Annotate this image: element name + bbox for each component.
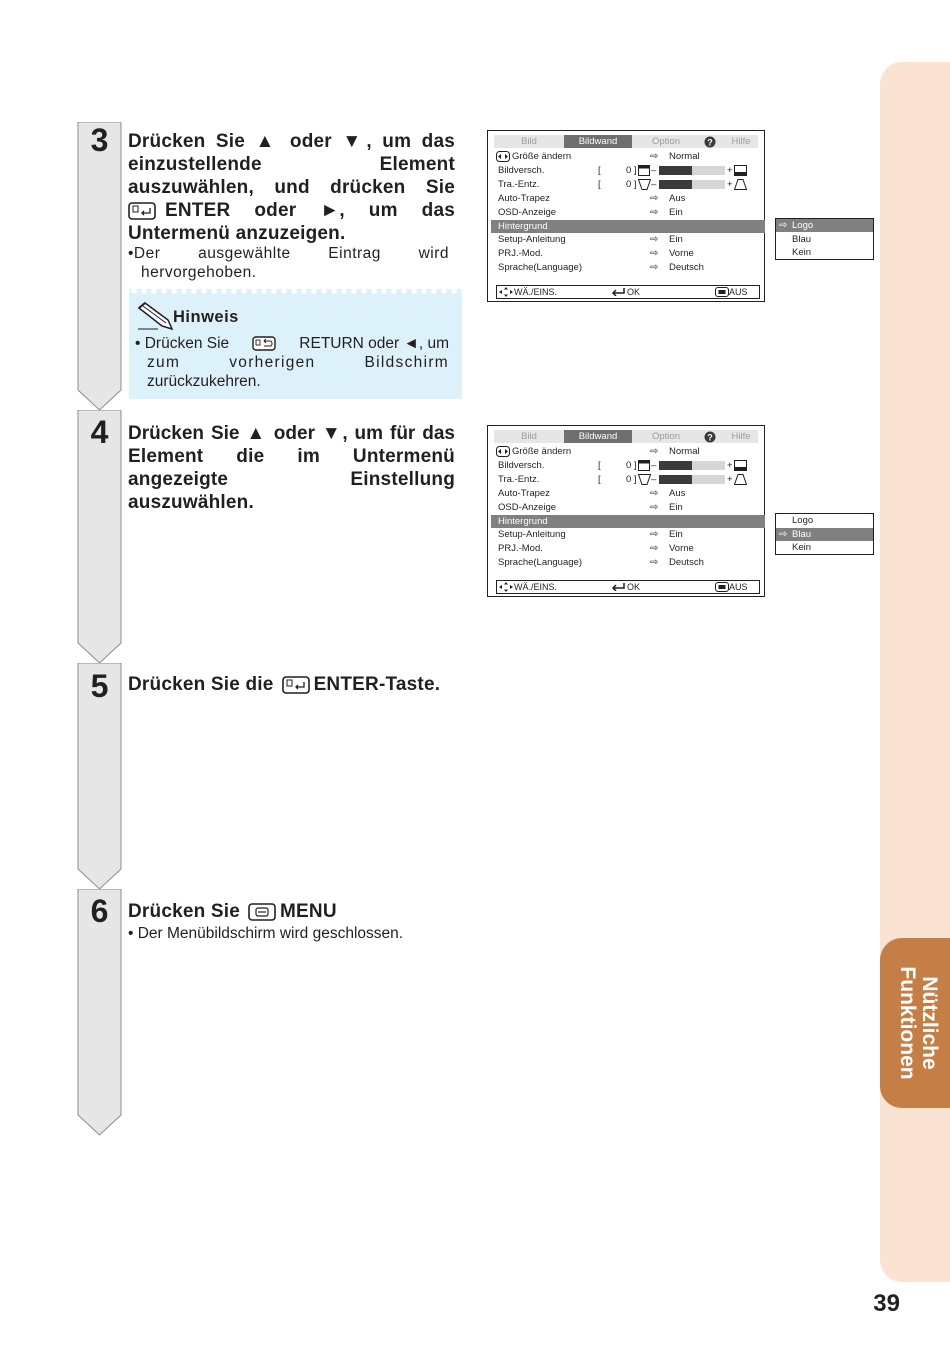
note-line-part: RETURN oder ◄, um [299,335,449,352]
keystone-up-icon [734,179,747,190]
heading-line: auszuwählen, und drücken Sie [128,177,455,198]
osd-plus: + [727,460,733,471]
keystone-up-icon [734,474,747,485]
bullet-line: hervorgehoben. [141,264,257,281]
osd-row-osdanzeige[interactable] [498,501,760,514]
submenu-option-blau[interactable] [776,528,873,541]
arrow-right-icon: ⇨ [650,262,659,273]
osd-minus: – [651,165,657,176]
page-number: 39 [873,1290,900,1317]
osd-bracket: [ [598,179,601,190]
osd-footer [496,580,760,594]
osd-tab-bar [494,430,758,443]
submenu-option-label: Blau [792,233,812,245]
osd-row-autotrapez[interactable] [498,487,760,500]
keystone-down-icon [638,179,651,190]
osd-number: 0 ] [626,474,637,485]
osd-row-label: Hintergrund [498,516,548,527]
resize-icon [496,151,510,162]
osd-row-setup[interactable] [498,528,760,541]
step3-heading [128,130,455,245]
note-text [135,334,449,391]
arrow-right-icon: ⇨ [650,557,659,568]
osd-row-value: Ein [669,529,683,540]
note-title: Hinweis [173,308,239,326]
osd-row-groesse[interactable] [498,150,760,163]
osd-row-groesse[interactable] [498,445,760,458]
four-way-arrow-icon [499,287,513,297]
osd-row-label: Sprache(Language) [498,557,582,568]
osd-row-label: Auto-Trapez [498,488,550,499]
screen-small-icon [638,460,650,471]
arrow-right-icon: ⇨ [650,488,659,499]
osd-number: 0 ] [626,179,637,190]
osd-row-value: Vorne [669,543,694,554]
submenu-option-label: Logo [792,515,814,526]
heading-line: einzustellende Element [128,154,455,175]
submenu-option-blau[interactable] [776,233,873,246]
osd-bracket: [ [598,165,601,176]
osd-tab-hilfe[interactable]: Hilfe [731,136,751,147]
osd-bracket: [ [598,460,601,471]
screen-large-icon [734,460,747,471]
arrow-right-icon: ⇨ [650,248,659,259]
osd-row-prjmod[interactable] [498,247,760,260]
osd-slider[interactable] [659,475,725,484]
menu-button-icon [715,582,729,592]
osd-tab-bar [494,135,758,148]
heading-part: Drücken Sie [128,901,241,922]
osd-row-label: PRJ.-Mod. [498,543,543,554]
arrow-right-icon: ⇨ [650,543,659,554]
osd-row-value: Ein [669,234,683,245]
osd-row-value: Deutsch [669,262,704,273]
osd-submenu-step4 [775,513,874,555]
arrow-right-icon: ⇨ [650,234,659,245]
osd-row-hintergrund[interactable] [491,220,765,233]
note-line: zum vorherigen Bildschirm [147,354,449,371]
osd-row-hintergrund[interactable] [491,515,765,528]
note-line: zurückzukehren. [147,373,261,390]
osd-plus: + [727,165,733,176]
osd-row-value: Vorne [669,248,694,259]
osd-row-bildversch[interactable] [498,164,760,177]
osd-row-label: Tra.-Entz. [498,474,540,485]
step-number: 6 [90,893,109,929]
osd-row-bildversch[interactable] [498,459,760,472]
enter-button-icon [282,676,310,694]
osd-slider-fill [659,166,692,175]
step6-heading [128,900,428,923]
osd-footer-exit: AUS [729,582,748,592]
osd-row-label: PRJ.-Mod. [498,248,543,259]
enter-arrow-icon [611,288,625,296]
osd-row-label: Tra.-Entz. [498,179,540,190]
osd-row-value: Normal [669,151,700,162]
enter-button-icon [128,202,156,220]
osd-plus: + [727,179,733,190]
step4-heading [128,422,455,514]
submenu-option-kein[interactable] [776,541,873,554]
osd-tab-option[interactable]: Option [652,136,680,147]
osd-row-label: OSD-Anzeige [498,502,557,513]
osd-row-value: Ein [669,502,683,513]
step-number: 5 [90,668,109,704]
osd-row-value: Aus [669,488,686,499]
heading-line-text: ENTER oder ►, um das [165,200,455,221]
heading-line: Element die im Untermenü [128,446,455,467]
arrow-right-icon: ⇨ [650,502,659,513]
osd-row-sprache[interactable] [498,261,760,274]
arrow-right-icon: ⇨ [650,446,659,457]
submenu-option-kein[interactable] [776,246,873,259]
arrow-right-icon: ⇨ [650,193,659,204]
heading-part: MENU [280,901,337,922]
osd-row-label: OSD-Anzeige [498,207,557,218]
screen-small-icon [638,165,650,176]
osd-slider-fill [659,180,692,189]
step-bar-3 [77,122,122,412]
enter-arrow-icon [611,583,625,591]
osd-slider-fill [659,461,692,470]
resize-icon [496,446,510,457]
osd-footer-ok: OK [627,287,641,297]
pencil-icon [136,302,178,332]
four-way-arrow-icon [499,582,513,592]
osd-tab-hilfe[interactable]: Hilfe [731,431,751,442]
osd-row-label: Bildversch. [498,460,545,471]
heading-line: Drücken Sie ▲ oder ▼, um das [128,131,455,152]
osd-footer-select: WÄ./EINS. [514,287,558,297]
step6-bullet: • Der Menübildschirm wird geschlossen. [128,925,404,942]
osd-row-traentz[interactable] [498,473,760,486]
step3-bullet [128,244,449,282]
submenu-option-logo[interactable] [776,219,873,232]
keystone-down-icon [638,474,651,485]
osd-row-label: Sprache(Language) [498,262,582,273]
arrow-right-icon: ⇨ [650,151,659,162]
osd-menu-step4 [487,425,765,597]
note-box [129,289,462,399]
osd-number: 0 ] [626,165,637,176]
osd-minus: – [651,460,657,471]
osd-bracket: [ [598,474,601,485]
menu-button-icon [715,287,729,297]
osd-tab-bild[interactable]: Bild [521,136,537,147]
osd-row-label: Hintergrund [498,221,548,232]
svg-text:?: ? [707,432,713,443]
side-tab-line2: Funktionen [896,966,919,1080]
osd-slider[interactable] [659,166,725,175]
arrow-right-icon: ⇨ [650,207,659,218]
osd-row-value: Normal [669,446,700,457]
osd-row-autotrapez[interactable] [498,192,760,205]
submenu-option-logo[interactable] [776,514,873,527]
osd-row-label: Größe ändern [512,151,572,162]
arrow-right-icon: ⇨ [650,529,659,540]
osd-footer-ok: OK [627,582,641,592]
osd-menu-step3 [487,130,765,302]
osd-slider-fill [659,475,692,484]
note-dots [129,289,462,297]
submenu-option-label: Blau [792,528,812,540]
osd-number: 0 ] [626,460,637,471]
osd-tab-bildwand[interactable]: Bildwand [564,430,632,443]
screen-large-icon [734,165,747,176]
step5-heading [128,673,468,696]
osd-row-value: Ein [669,207,683,218]
osd-row-label: Setup-Anleitung [498,529,566,540]
svg-text:?: ? [707,137,713,148]
osd-tab-bildwand[interactable]: Bildwand [564,135,632,148]
heading-line: Drücken Sie ▲ oder ▼, um für das [128,423,455,444]
osd-submenu-step3 [775,218,874,260]
submenu-option-label: Logo [792,220,814,231]
osd-row-osdanzeige[interactable] [498,206,760,219]
submenu-option-label: Kein [792,542,812,553]
menu-button-icon [248,903,276,921]
chapter-side-tab-label [880,938,950,1108]
osd-row-prjmod[interactable] [498,542,760,555]
heading-part: Drücken Sie die [128,674,274,695]
osd-row-value: Aus [669,193,686,204]
osd-footer-select: WÄ./EINS. [514,582,558,592]
step-number: 3 [90,122,109,158]
osd-plus: + [727,474,733,485]
osd-row-label: Bildversch. [498,165,545,176]
bullet-line: •Der ausgewählte Eintrag wird [128,245,449,262]
osd-row-label: Setup-Anleitung [498,234,566,245]
osd-row-traentz[interactable] [498,178,760,191]
osd-minus: – [651,179,657,190]
heading-line [128,199,455,222]
osd-row-value: Deutsch [669,557,704,568]
heading-part: ENTER-Taste. [313,674,441,695]
arrow-right-icon: ⇨ [779,528,788,540]
osd-footer [496,285,760,299]
help-icon [704,136,716,148]
osd-row-label: Auto-Trapez [498,193,550,204]
note-line-part: • Drücken Sie [135,335,230,352]
osd-row-setup[interactable] [498,233,760,246]
heading-line: Untermenü anzuzeigen. [128,223,346,244]
heading-line: angezeigte Einstellung [128,469,455,490]
help-icon [704,431,716,443]
return-button-icon [252,336,276,351]
arrow-right-icon: ⇨ [779,220,788,231]
osd-tab-bild[interactable]: Bild [521,431,537,442]
side-tab-line1: Nützliche [918,976,941,1070]
heading-line: auszuwählen. [128,492,254,513]
osd-slider[interactable] [659,180,725,189]
osd-row-label: Größe ändern [512,446,572,457]
note-line [135,334,449,353]
osd-minus: – [651,474,657,485]
osd-tab-option[interactable]: Option [652,431,680,442]
osd-slider[interactable] [659,461,725,470]
submenu-option-label: Kein [792,247,812,258]
osd-row-sprache[interactable] [498,556,760,569]
osd-footer-exit: AUS [729,287,748,297]
step-number: 4 [90,414,109,450]
